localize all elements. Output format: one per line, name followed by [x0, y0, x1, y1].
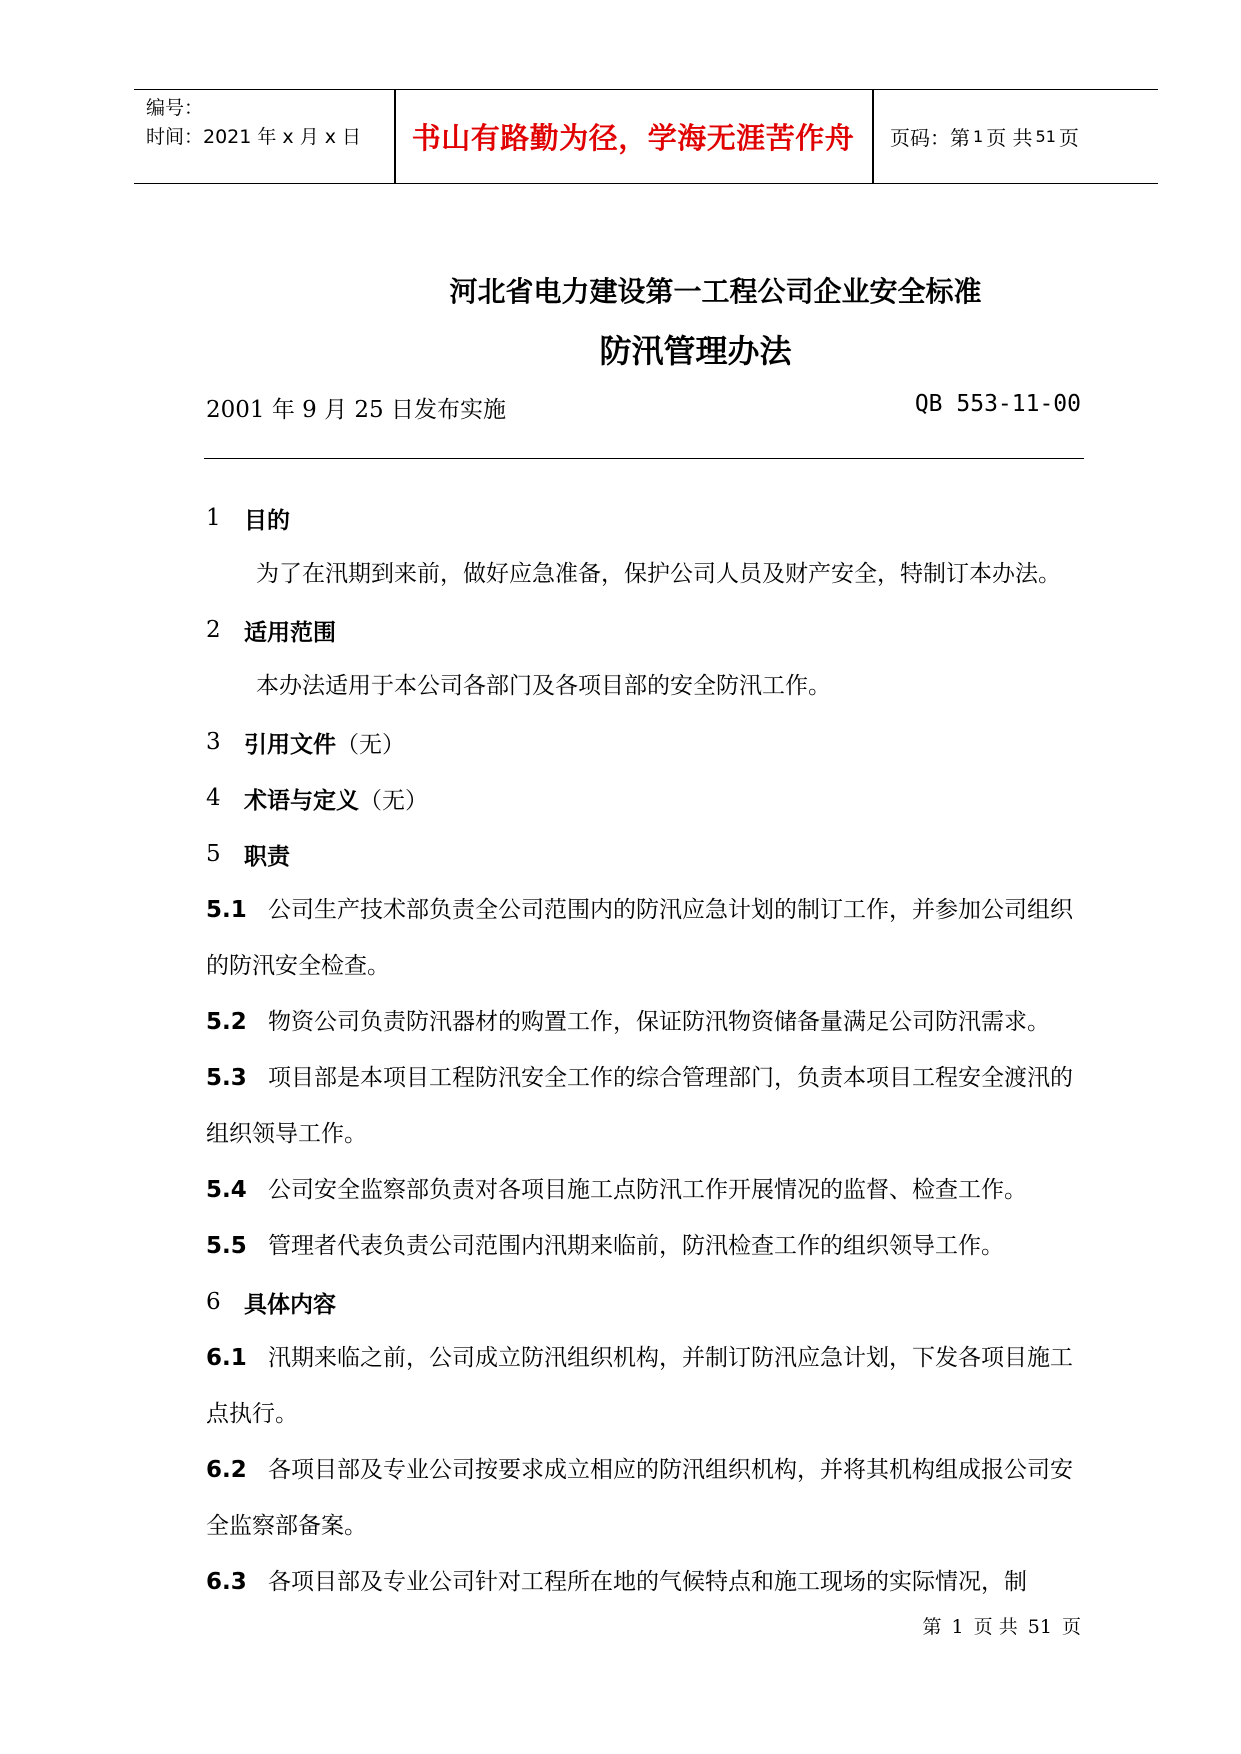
list-item — [206, 1330, 1086, 1442]
header-left-cell — [146, 94, 361, 152]
section-note: （无） — [336, 731, 405, 758]
section-title: 职责 — [244, 843, 290, 870]
list-item — [206, 1050, 1086, 1162]
section-title: 具体内容 — [244, 1291, 336, 1318]
list-item — [206, 1218, 1086, 1274]
item-text: 公司生产技术部负责全公司范围内的防汛应急计划的制订工作，并参加公司组织的防汛安全检查。 — [206, 897, 1073, 979]
document-body — [206, 490, 1086, 1610]
page-prefix: 页码：第 — [890, 126, 970, 150]
document-code: QB 553-11-00 — [914, 391, 1081, 417]
footer-prefix: 第 — [922, 1616, 942, 1638]
item-text: 汛期来临之前，公司成立防汛组织机构，并制订防汛应急计划，下发各项目施工点执行。 — [206, 1345, 1073, 1427]
header-motto: 书山有路勤为径，学海无涯苦作舟 — [411, 121, 855, 155]
list-item — [206, 1554, 1086, 1610]
list-item — [206, 882, 1086, 994]
document-main-title: 防汛管理办法 — [599, 332, 792, 370]
section-heading — [206, 714, 1086, 770]
list-item — [206, 1442, 1086, 1554]
section-number: 4 — [206, 785, 221, 811]
item-number: 6.1 — [206, 1345, 247, 1371]
item-number: 5.3 — [206, 1065, 247, 1091]
section-note: （无） — [359, 787, 428, 814]
item-text: 物资公司负责防汛器材的购置工作，保证防汛物资储备量满足公司防汛需求。 — [268, 1009, 1050, 1035]
header-divider — [872, 90, 874, 183]
footer-mid: 页 共 — [973, 1616, 1018, 1638]
section-number: 1 — [206, 505, 221, 531]
section-heading — [206, 770, 1086, 826]
page-footer — [922, 1612, 1081, 1639]
title-divider — [204, 458, 1084, 459]
item-text: 管理者代表负责公司范围内汛期来临前，防汛检查工作的组织领导工作。 — [268, 1233, 1004, 1259]
item-number: 6.3 — [206, 1569, 247, 1595]
section-heading — [206, 602, 1086, 658]
paragraph: 本办法适用于本公司各部门及各项目部的安全防汛工作。 — [256, 673, 831, 699]
section-number: 2 — [206, 617, 221, 643]
page-suffix: 页 — [1058, 126, 1079, 150]
item-number: 5.1 — [206, 897, 247, 923]
item-text: 各项目部及专业公司按要求成立相应的防汛组织机构，并将其机构组成报公司安全监察部备案。 — [206, 1457, 1073, 1539]
section-title: 目的 — [244, 507, 290, 534]
header-page-info — [890, 90, 1079, 183]
paragraph: 为了在汛期到来前，做好应急准备，保护公司人员及财产安全，特制订本办法。 — [256, 561, 1061, 587]
time-label: 时间：2021 年 x 月 x 日 — [146, 126, 362, 148]
footer-page-total: 51 — [1027, 1616, 1052, 1638]
page-number: 1 — [973, 127, 984, 146]
section-heading — [206, 1274, 1086, 1330]
code-label: 编号： — [146, 97, 204, 119]
section-heading — [206, 490, 1086, 546]
item-text: 各项目部及专业公司针对工程所在地的气候特点和施工现场的实际情况，制 — [268, 1569, 1027, 1595]
item-number: 5.4 — [206, 1177, 247, 1203]
section-number: 3 — [206, 729, 221, 755]
publish-date: 2001 年 9 月 25 日发布实施 — [206, 397, 506, 423]
page-mid: 页 共 — [986, 126, 1033, 150]
document-org-title: 河北省电力建设第一工程公司企业安全标准 — [449, 275, 982, 308]
header-table — [134, 89, 1158, 184]
section-title: 适用范围 — [244, 619, 336, 646]
section-title: 引用文件 — [244, 731, 336, 758]
footer-suffix: 页 — [1061, 1616, 1081, 1638]
item-text: 公司安全监察部负责对各项目施工点防汛工作开展情况的监督、检查工作。 — [268, 1177, 1027, 1203]
item-number: 6.2 — [206, 1457, 247, 1483]
item-number: 5.2 — [206, 1009, 247, 1035]
list-item — [206, 994, 1086, 1050]
footer-page-number: 1 — [951, 1616, 964, 1638]
item-text: 项目部是本项目工程防汛安全工作的综合管理部门，负责本项目工程安全渡汛的组织领导工作。 — [206, 1065, 1073, 1147]
page-total: 51 — [1035, 127, 1056, 146]
section-number: 6 — [206, 1289, 221, 1315]
section-heading — [206, 826, 1086, 882]
section-number: 5 — [206, 841, 221, 867]
section-title: 术语与定义 — [244, 787, 359, 814]
list-item — [206, 1162, 1086, 1218]
item-number: 5.5 — [206, 1233, 247, 1259]
